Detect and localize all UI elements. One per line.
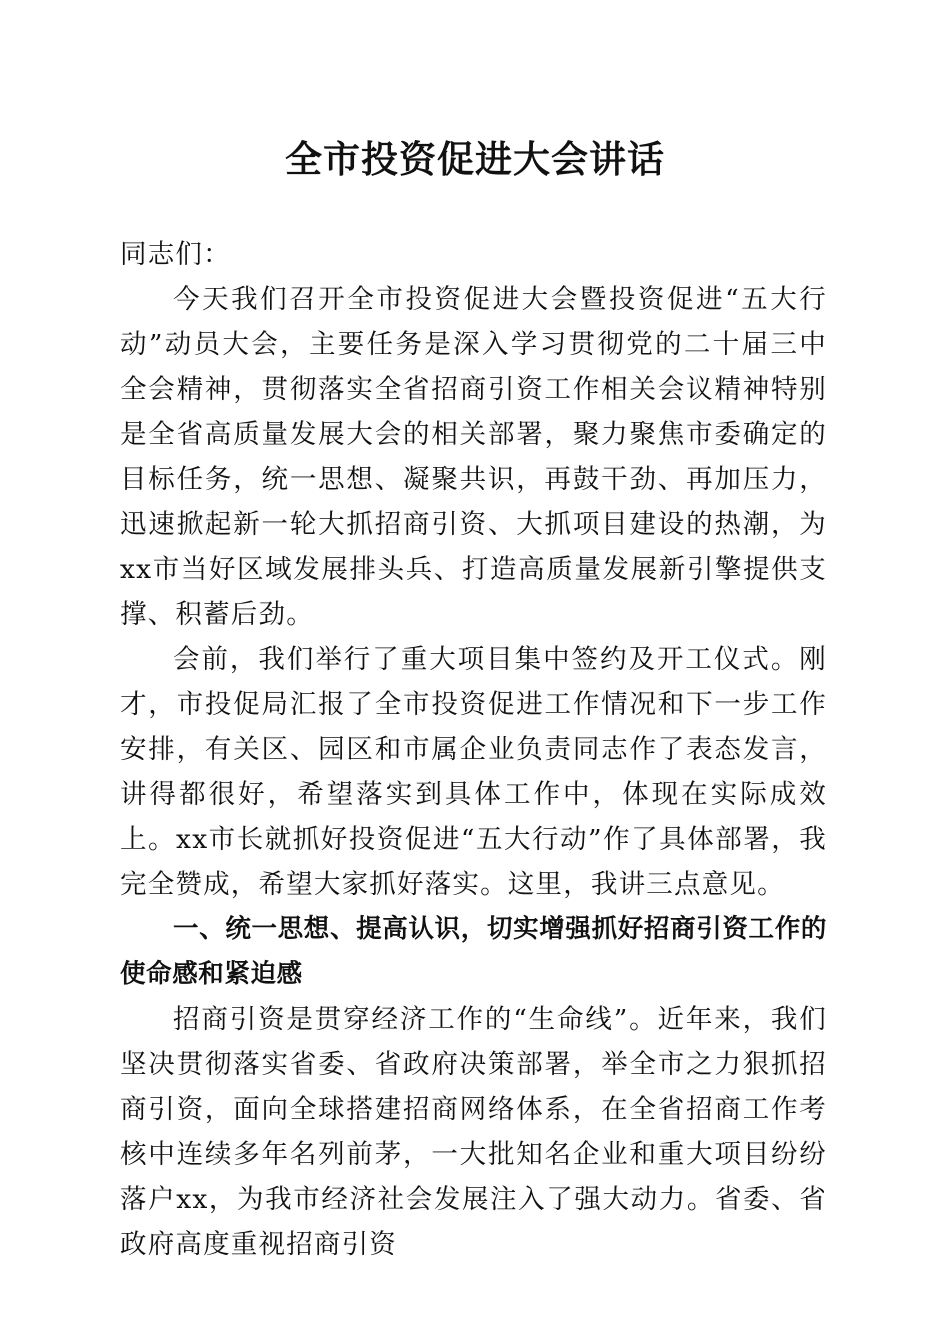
document-title: 全市投资促进大会讲话	[285, 138, 665, 181]
salutation: 同志们：	[120, 239, 231, 270]
paragraph-meeting-recap: 会前，我们举行了重大项目集中签约及开工仪式。刚才，市投促局汇报了全市投资促进工作情况和下一步工作安排，有关区、园区和市属企业负责同志作了表态发言，讲得都很好，希望落实到具体工作中，体现在实际成效上。xx市长就抓好投资促进“五大行动”作了具体部署，我完全赞成，希望大家抓好落实。这里，我讲三点意见。	[120, 644, 827, 900]
section-heading-1: 一、统一思想、提高认识，切实增强抓好招商引资工作的使命感和紧迫感	[120, 914, 827, 989]
paragraph-section-1: 招商引资是贯穿经济工作的“生命线”。近年来，我们坚决贯彻落实省委、省政府决策部署，举全市之力狠抓招商引资，面向全球搭建招商网络体系，在全省招商工作考核中连续多年名列前茅，一大批知名企业和重大项目纷纷落户xx，为我市经济社会发展注入了强大动力。省委、省政府高度重视招商引资	[120, 1004, 827, 1260]
paragraph-opening: 今天我们召开全市投资促进大会暨投资促进“五大行动”动员大会，主要任务是深入学习贯彻党的二十届三中全会精神，贯彻落实全省招商引资工作相关会议精神特别是全省高质量发展大会的相关部署，聚力聚焦市委确定的目标任务，统一思想、凝聚共识，再鼓干劲、再加压力，迅速掀起新一轮大抓招商引资、大抓项目建设的热潮，为xx市当好区域发展排头兵、打造高质量发展新引擎提供支撑、积蓄后劲。	[120, 284, 827, 630]
document-body	[120, 232, 827, 1267]
